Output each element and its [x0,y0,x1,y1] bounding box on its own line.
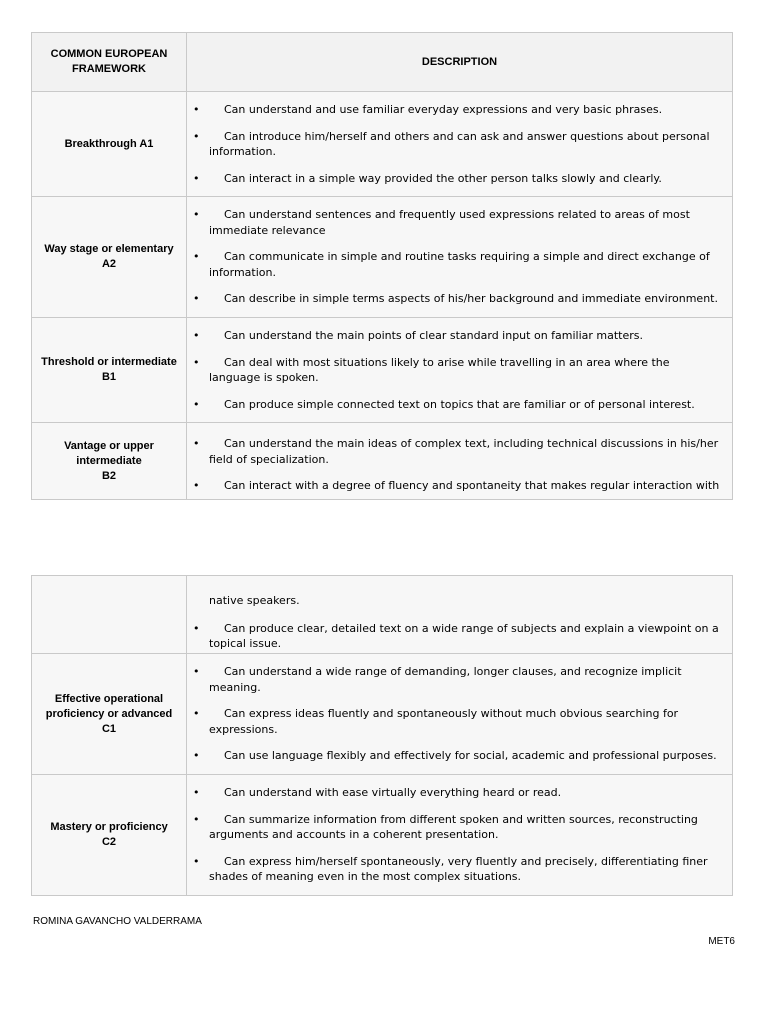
level-row-b2 [32,423,733,500]
list-item [193,664,724,695]
item-text: Can interact in a simple way provided the other person talks slowly and clearly. [224,171,662,185]
list-item [193,207,724,238]
level-description-b2-continued [187,576,733,654]
item-text: Can understand sentences and frequently used expressions related to areas of most immediate relevance [209,208,690,237]
item-text: Can understand a wide range of demanding, longer clauses, and recognize implicit meaning. [209,665,682,694]
level-label: Way stage or elementary [44,243,174,255]
level-label: Threshold or intermediate [41,356,177,368]
list-item [193,328,724,344]
footer-code [708,936,735,947]
item-text: Can produce simple connected text on topics that are familiar or of personal interest. [224,397,695,411]
level-name-a2 [32,197,187,318]
level-code: C2 [101,836,117,848]
level-description-a1 [187,92,733,197]
level-label: Vantage or upper intermediate [64,439,154,467]
item-text: Can express him/herself spontaneously, very fluently and precisely, differentiating finer shades of meaning even in the most complex situations. [209,854,708,884]
level-name-c2 [32,775,187,896]
level-name-b2 [32,423,187,500]
level-code: B2 [101,469,117,482]
item-text: Can deal with most situations likely to arise while travelling in an area where the language is spoken. [209,355,670,384]
level-name-a1 [32,92,187,197]
item-text: Can understand with ease virtually everything heard or read. [224,786,562,800]
list-item [193,854,724,885]
level-name-b2-continued [32,576,187,654]
level-label: Mastery or proficiency [50,821,168,833]
list-item [193,478,724,494]
level-description-b1 [187,318,733,423]
list-item [193,785,724,801]
level-label: Breakthrough A1 [64,137,154,150]
header-description-text: DESCRIPTION [421,55,498,68]
item-text: Can understand the main ideas of complex text, including technical discussions in his/her field of specialization. [209,437,719,466]
level-name-c1 [32,654,187,775]
level-row-c2 [32,775,733,896]
level-row-a1 [32,92,733,197]
cefr-table-page2 [31,575,733,896]
code-text: MET6 [708,936,735,947]
level-code: C1 [101,722,117,735]
level-row-b2-continued [32,576,733,654]
level-code: A2 [101,258,117,270]
item-text: Can use language flexibly and effectively for social, academic and professional purposes. [224,749,717,763]
item-text: Can describe in simple terms aspects of his/her background and immediate environment. [224,292,718,306]
list-item [193,621,724,652]
list-item [193,355,724,386]
level-description-b2 [187,423,733,500]
header-framework-text: COMMON EUROPEAN FRAMEWORK [50,48,168,75]
list-item [193,812,724,843]
list-item [193,436,724,467]
list-item [193,706,724,737]
author-text: ROMINA GAVANCHO VALDERRAMA [33,916,202,927]
level-code: B1 [101,371,117,383]
continuation-text: native speakers. [209,594,300,607]
header-row [32,33,733,92]
list-item [193,102,724,118]
list-item [193,171,724,187]
level-name-b1 [32,318,187,423]
item-text: Can understand the main points of clear standard input on familiar matters. [224,329,644,342]
list-item [193,129,724,160]
level-row-a2 [32,197,733,318]
level-description-a2 [187,197,733,318]
item-text: Can interact with a degree of fluency and spontaneity that makes regular interaction with [224,479,720,492]
item-text: Can introduce him/herself and others and can ask and answer questions about personal information. [209,129,710,158]
level-row-c1 [32,654,733,775]
item-text: Can communicate in simple and routine tasks requiring a simple and direct exchange of information. [209,250,710,279]
header-description [187,33,733,92]
item-text: Can produce clear, detailed text on a wide range of subjects and explain a viewpoint on a topical issue. [209,621,719,650]
level-row-b1 [32,318,733,423]
level-label: Effective operational proficiency or advanced [45,692,173,720]
item-text: Can summarize information from different spoken and written sources, reconstructing arguments and accounts in a coherent presentation. [209,812,698,842]
list-item [193,397,724,413]
list-item [193,249,724,280]
level-description-c1 [187,654,733,775]
level-description-c2 [187,775,733,896]
list-item [193,291,724,307]
cefr-table-page1 [31,32,733,500]
item-text: Can express ideas fluently and spontaneously without much obvious searching for expressions. [209,707,679,736]
list-item [193,748,724,764]
header-framework [32,33,187,92]
footer-author [33,916,202,927]
item-text: Can understand and use familiar everyday expressions and very basic phrases. [224,103,663,116]
